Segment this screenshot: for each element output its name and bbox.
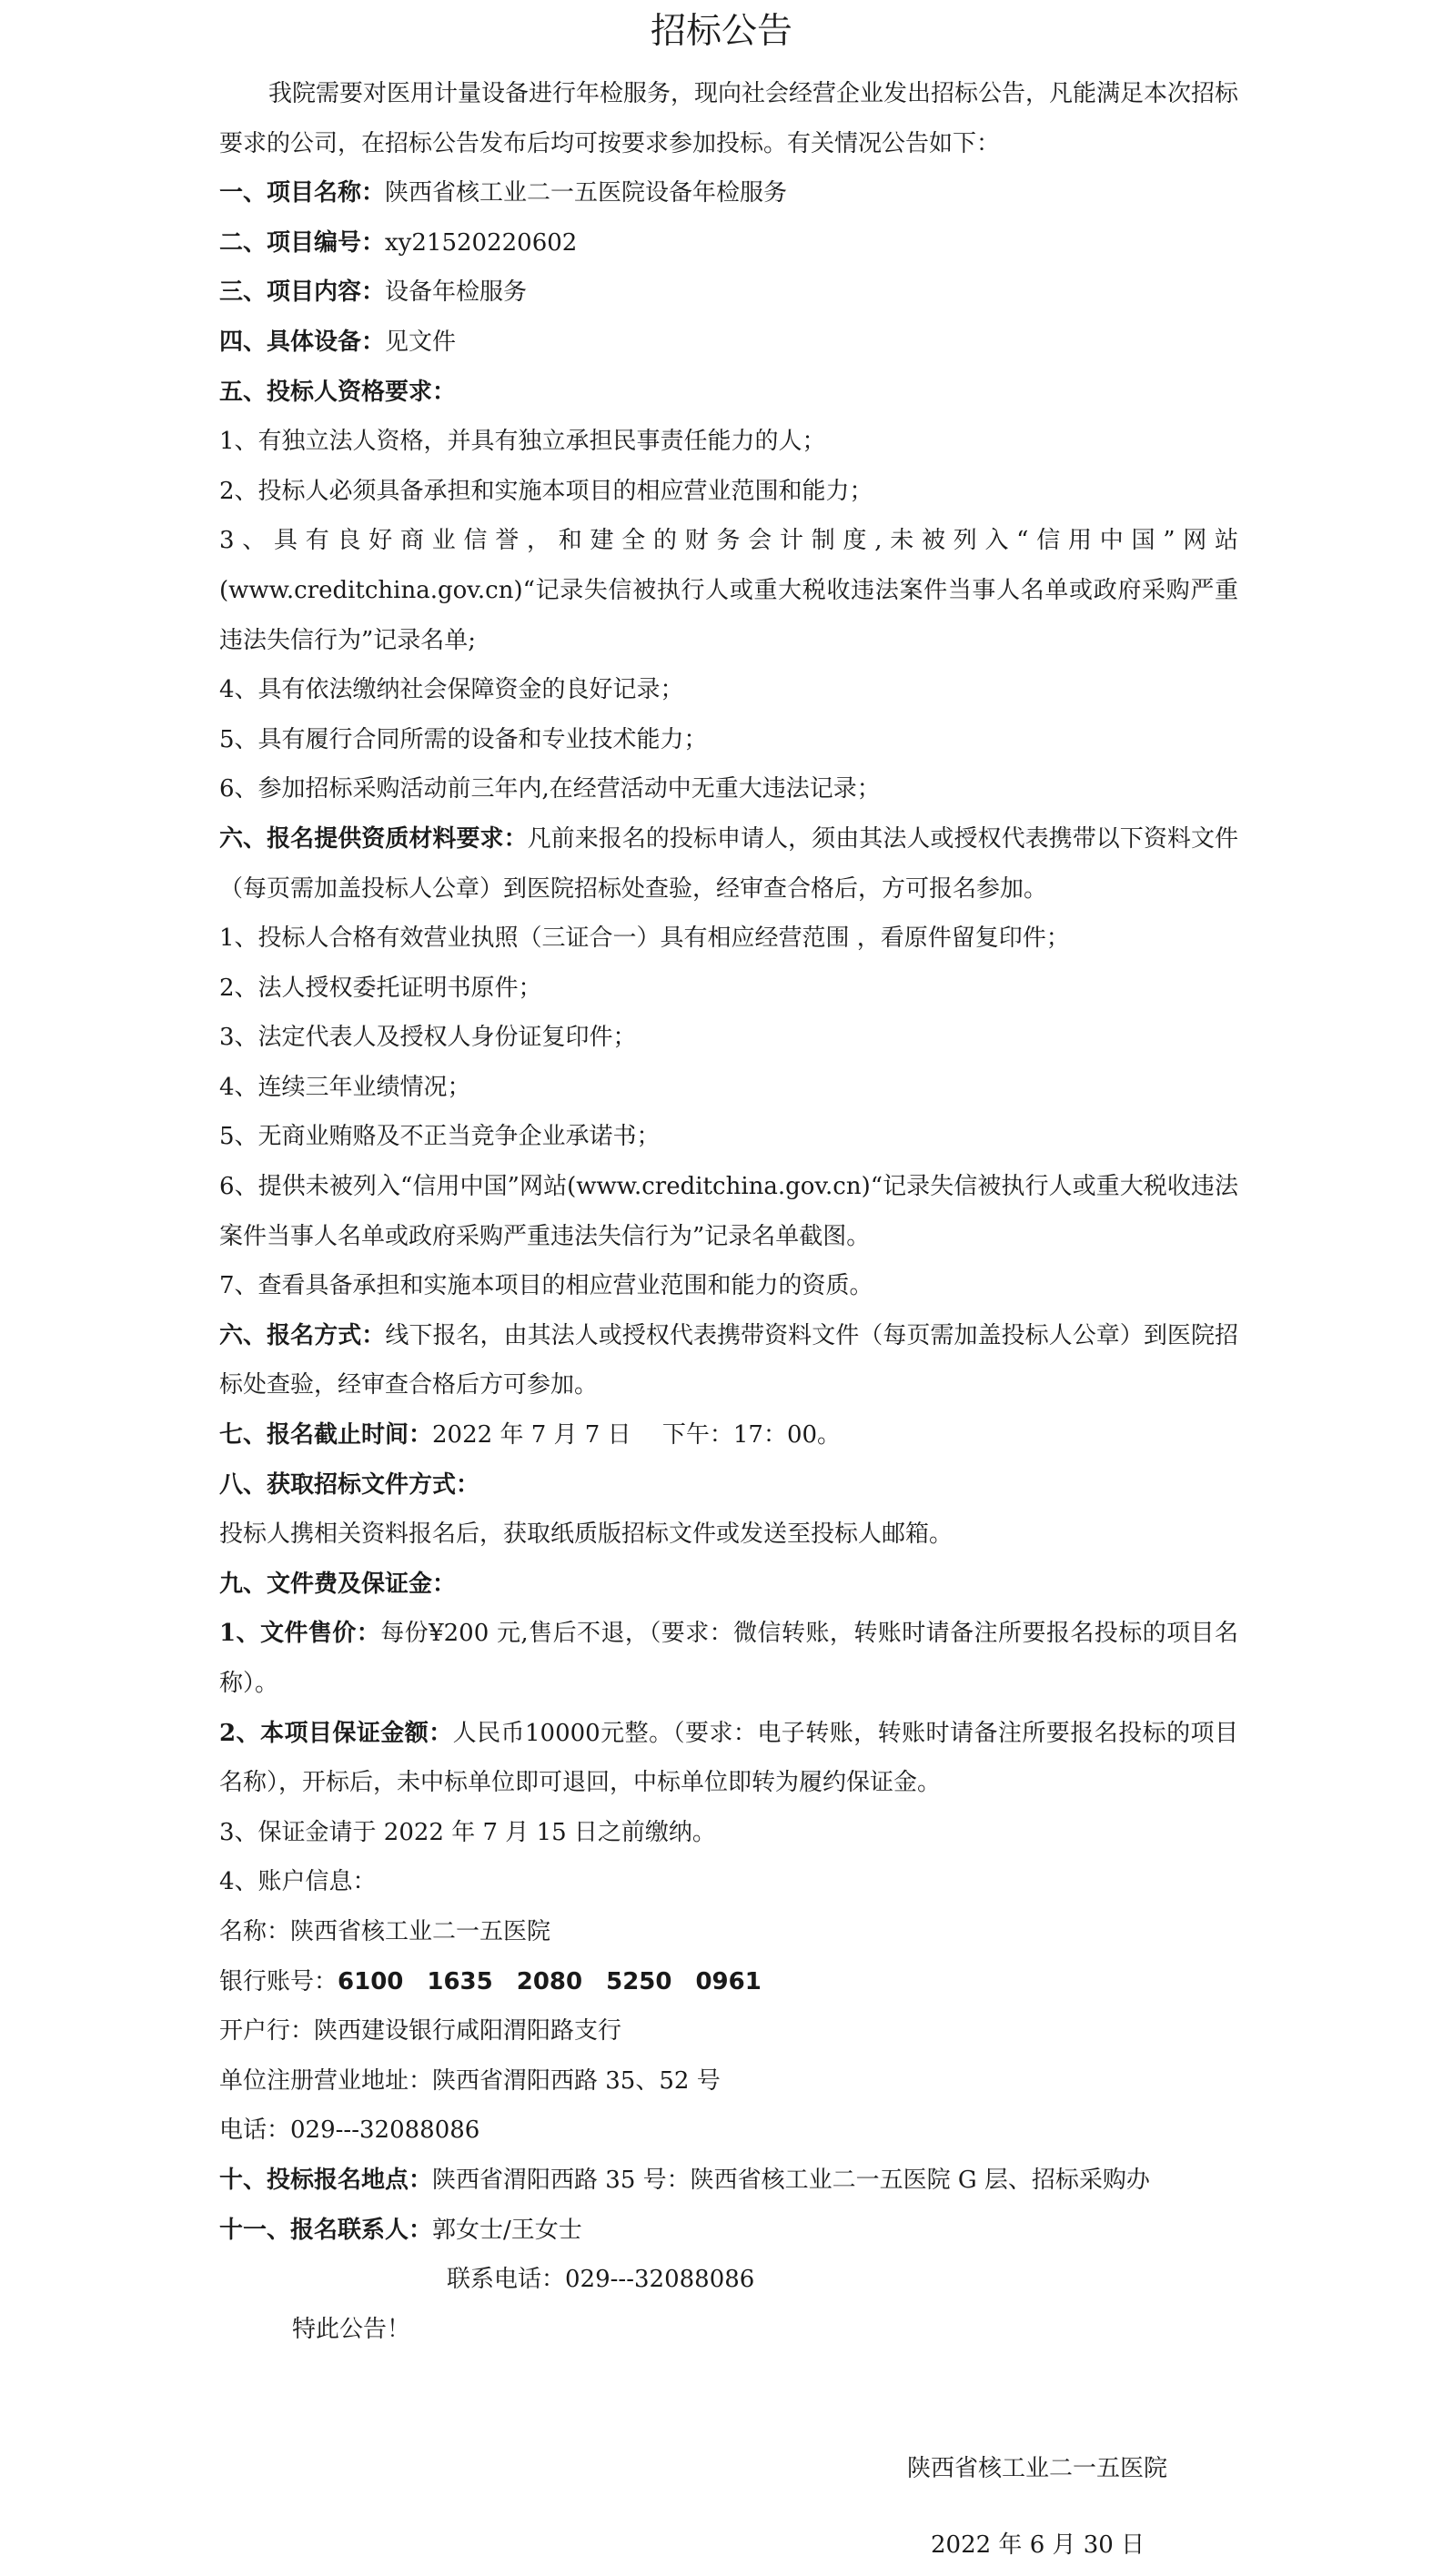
deposit-paragraph xyxy=(219,1709,1238,1808)
bank-name: 开户行：陕西建设银行咸阳渭阳路支行 xyxy=(219,2017,622,2046)
project-no-line xyxy=(219,218,1238,268)
materials-item-3: 3、法定代表人及授权人身份证复印件； xyxy=(219,1024,637,1052)
registered-address: 单位注册营业地址：陕西省渭阳西路 35、52 号 xyxy=(219,2066,721,2095)
project-content-label: 三、项目内容： xyxy=(219,278,386,307)
equipment-label: 四、具体设备： xyxy=(219,328,386,356)
fees-heading: 九、文件费及保证金： xyxy=(219,1570,457,1598)
notice-body xyxy=(219,69,1238,2354)
materials-item-7: 7、查看具备承担和实施本项目的相应营业范围和能力的资质。 xyxy=(219,1272,873,1300)
account-number: 6100 1635 2080 5250 0961 xyxy=(338,1967,762,1995)
project-no-label: 二、项目编号： xyxy=(219,228,386,257)
account-heading: 4、账户信息： xyxy=(219,1868,377,1896)
deposit-label: 2、本项目保证金额： xyxy=(219,1719,453,1747)
project-no-value: xy21520220602 xyxy=(385,228,578,257)
account-name: 名称：陕西省核工业二一五医院 xyxy=(219,1917,551,1945)
qualification-item-3: 3、具有良好商业信誉，和建全的财务会计制度,未被列入“信用中国”网站(www.creditchina.gov.cn)“记录失信被执行人或重大税收违法案件当事人名单或政府采购严重违法失信行为”记录名单; xyxy=(219,527,1238,654)
account-number-label: 银行账号： xyxy=(219,1967,338,1995)
qualification-item-6: 6、参加招标采购活动前三年内,在经营活动中无重大违法记录； xyxy=(219,775,881,803)
qualification-item-2: 2、投标人必须具备承担和实施本项目的相应营业范围和能力； xyxy=(219,477,873,505)
obtain-docs-text: 投标人携相关资料报名后，获取纸质版招标文件或发送至投标人邮箱。 xyxy=(219,1520,954,1549)
deposit-text: 人民币10000元整。（要求：电子转账，转账时请备注所要报名投标的项目名称），开标后，未中标单位即可退回，中标单位即转为履约保证金。 xyxy=(219,1719,1238,1797)
materials-paragraph xyxy=(219,814,1238,914)
project-name-value: 陕西省核工业二一五医院设备年检服务 xyxy=(385,179,788,207)
project-name-label: 一、项目名称： xyxy=(219,179,386,207)
qualification-item-5: 5、具有履行合同所需的设备和专业技术能力； xyxy=(219,725,708,753)
materials-heading: 六、报名提供资质材料要求： xyxy=(219,824,528,853)
equipment-value: 见文件 xyxy=(385,328,457,356)
price-paragraph xyxy=(219,1609,1238,1708)
location-text: 陕西省渭阳西路 35 号：陕西省核工业二一五医院 G 层、招标采购办 xyxy=(432,2166,1150,2194)
qualification-item-4: 4、具有依法缴纳社会保障资金的良好记录； xyxy=(219,676,684,704)
location-line xyxy=(219,2156,1238,2206)
materials-item-5: 5、无商业贿赂及不正当竞争企业承诺书； xyxy=(219,1123,661,1151)
phone-line: 电话：029---32088086 xyxy=(219,2116,480,2145)
contact-name: 郭女士/王女士 xyxy=(432,2216,582,2244)
registration-method-label: 六、报名方式： xyxy=(219,1321,386,1349)
materials-text: 凡前来报名的投标申请人，须由其法人或授权代表携带以下资料文件（每页需加盖投标人公章）到医院招标处查验，经审查合格后，方可报名参加。 xyxy=(219,824,1238,903)
notice-date: 2022 年 6 月 30 日 xyxy=(931,2531,1145,2559)
contact-line xyxy=(219,2206,1238,2256)
account-number-line xyxy=(219,1957,1238,2007)
equipment-line xyxy=(219,318,1238,368)
registration-method-text: 线下报名，由其法人或授权代表携带资料文件（每页需加盖投标人公章）到医院招标处查验，经审查合格后方可参加。 xyxy=(219,1321,1238,1399)
registration-method-paragraph xyxy=(219,1311,1238,1410)
obtain-docs-heading: 八、获取招标文件方式： xyxy=(219,1470,480,1499)
deadline-label: 七、报名截止时间： xyxy=(219,1421,433,1450)
deposit-deadline: 3、保证金请于 2022 年 7 月 15 日之前缴纳。 xyxy=(219,1818,716,1846)
price-text: 每份¥200 元,售后不退，（要求：微信转账，转账时请备注所要报名投标的项目名称）。 xyxy=(219,1620,1238,1697)
ending-line: 特此公告！ xyxy=(292,2315,411,2343)
deadline-text: 2022 年 7 月 7 日 下午：17：00。 xyxy=(432,1421,842,1450)
contact-phone: 联系电话：029---32088086 xyxy=(447,2266,755,2294)
intro-paragraph: 我院需要对医用计量设备进行年检服务，现向社会经营企业发出招标公告，凡能满足本次招标要求的公司，在招标公告发布后均可按要求参加投标。有关情况公告如下： xyxy=(219,80,1239,157)
project-content-line xyxy=(219,268,1238,318)
price-label: 1、文件售价： xyxy=(219,1620,381,1648)
page-title: 招标公告 xyxy=(650,11,792,52)
qualification-heading: 五、投标人资格要求： xyxy=(219,378,457,406)
contact-label: 十一、报名联系人： xyxy=(219,2216,433,2244)
materials-item-2: 2、法人授权委托证明书原件； xyxy=(219,974,542,1002)
qualification-item-1: 1、有独立法人资格，并具有独立承担民事责任能力的人； xyxy=(219,428,826,456)
materials-item-4: 4、连续三年业绩情况； xyxy=(219,1073,471,1101)
deadline-line xyxy=(219,1410,1238,1460)
signature: 陕西省核工业二一五医院 xyxy=(907,2455,1168,2482)
project-content-value: 设备年检服务 xyxy=(385,278,528,307)
materials-item-1: 1、投标人合格有效营业执照（三证合一）具有相应经营范围 ，看原件留复印件； xyxy=(219,924,1070,953)
location-label: 十、投标报名地点： xyxy=(219,2166,433,2194)
project-name-line xyxy=(219,168,1238,218)
materials-item-6: 6、提供未被列入“信用中国”网站(www.creditchina.gov.cn)“记录失信被执行人或重大税收违法案件当事人名单或政府采购严重违法失信行为”记录名单截图。 xyxy=(219,1173,1238,1250)
